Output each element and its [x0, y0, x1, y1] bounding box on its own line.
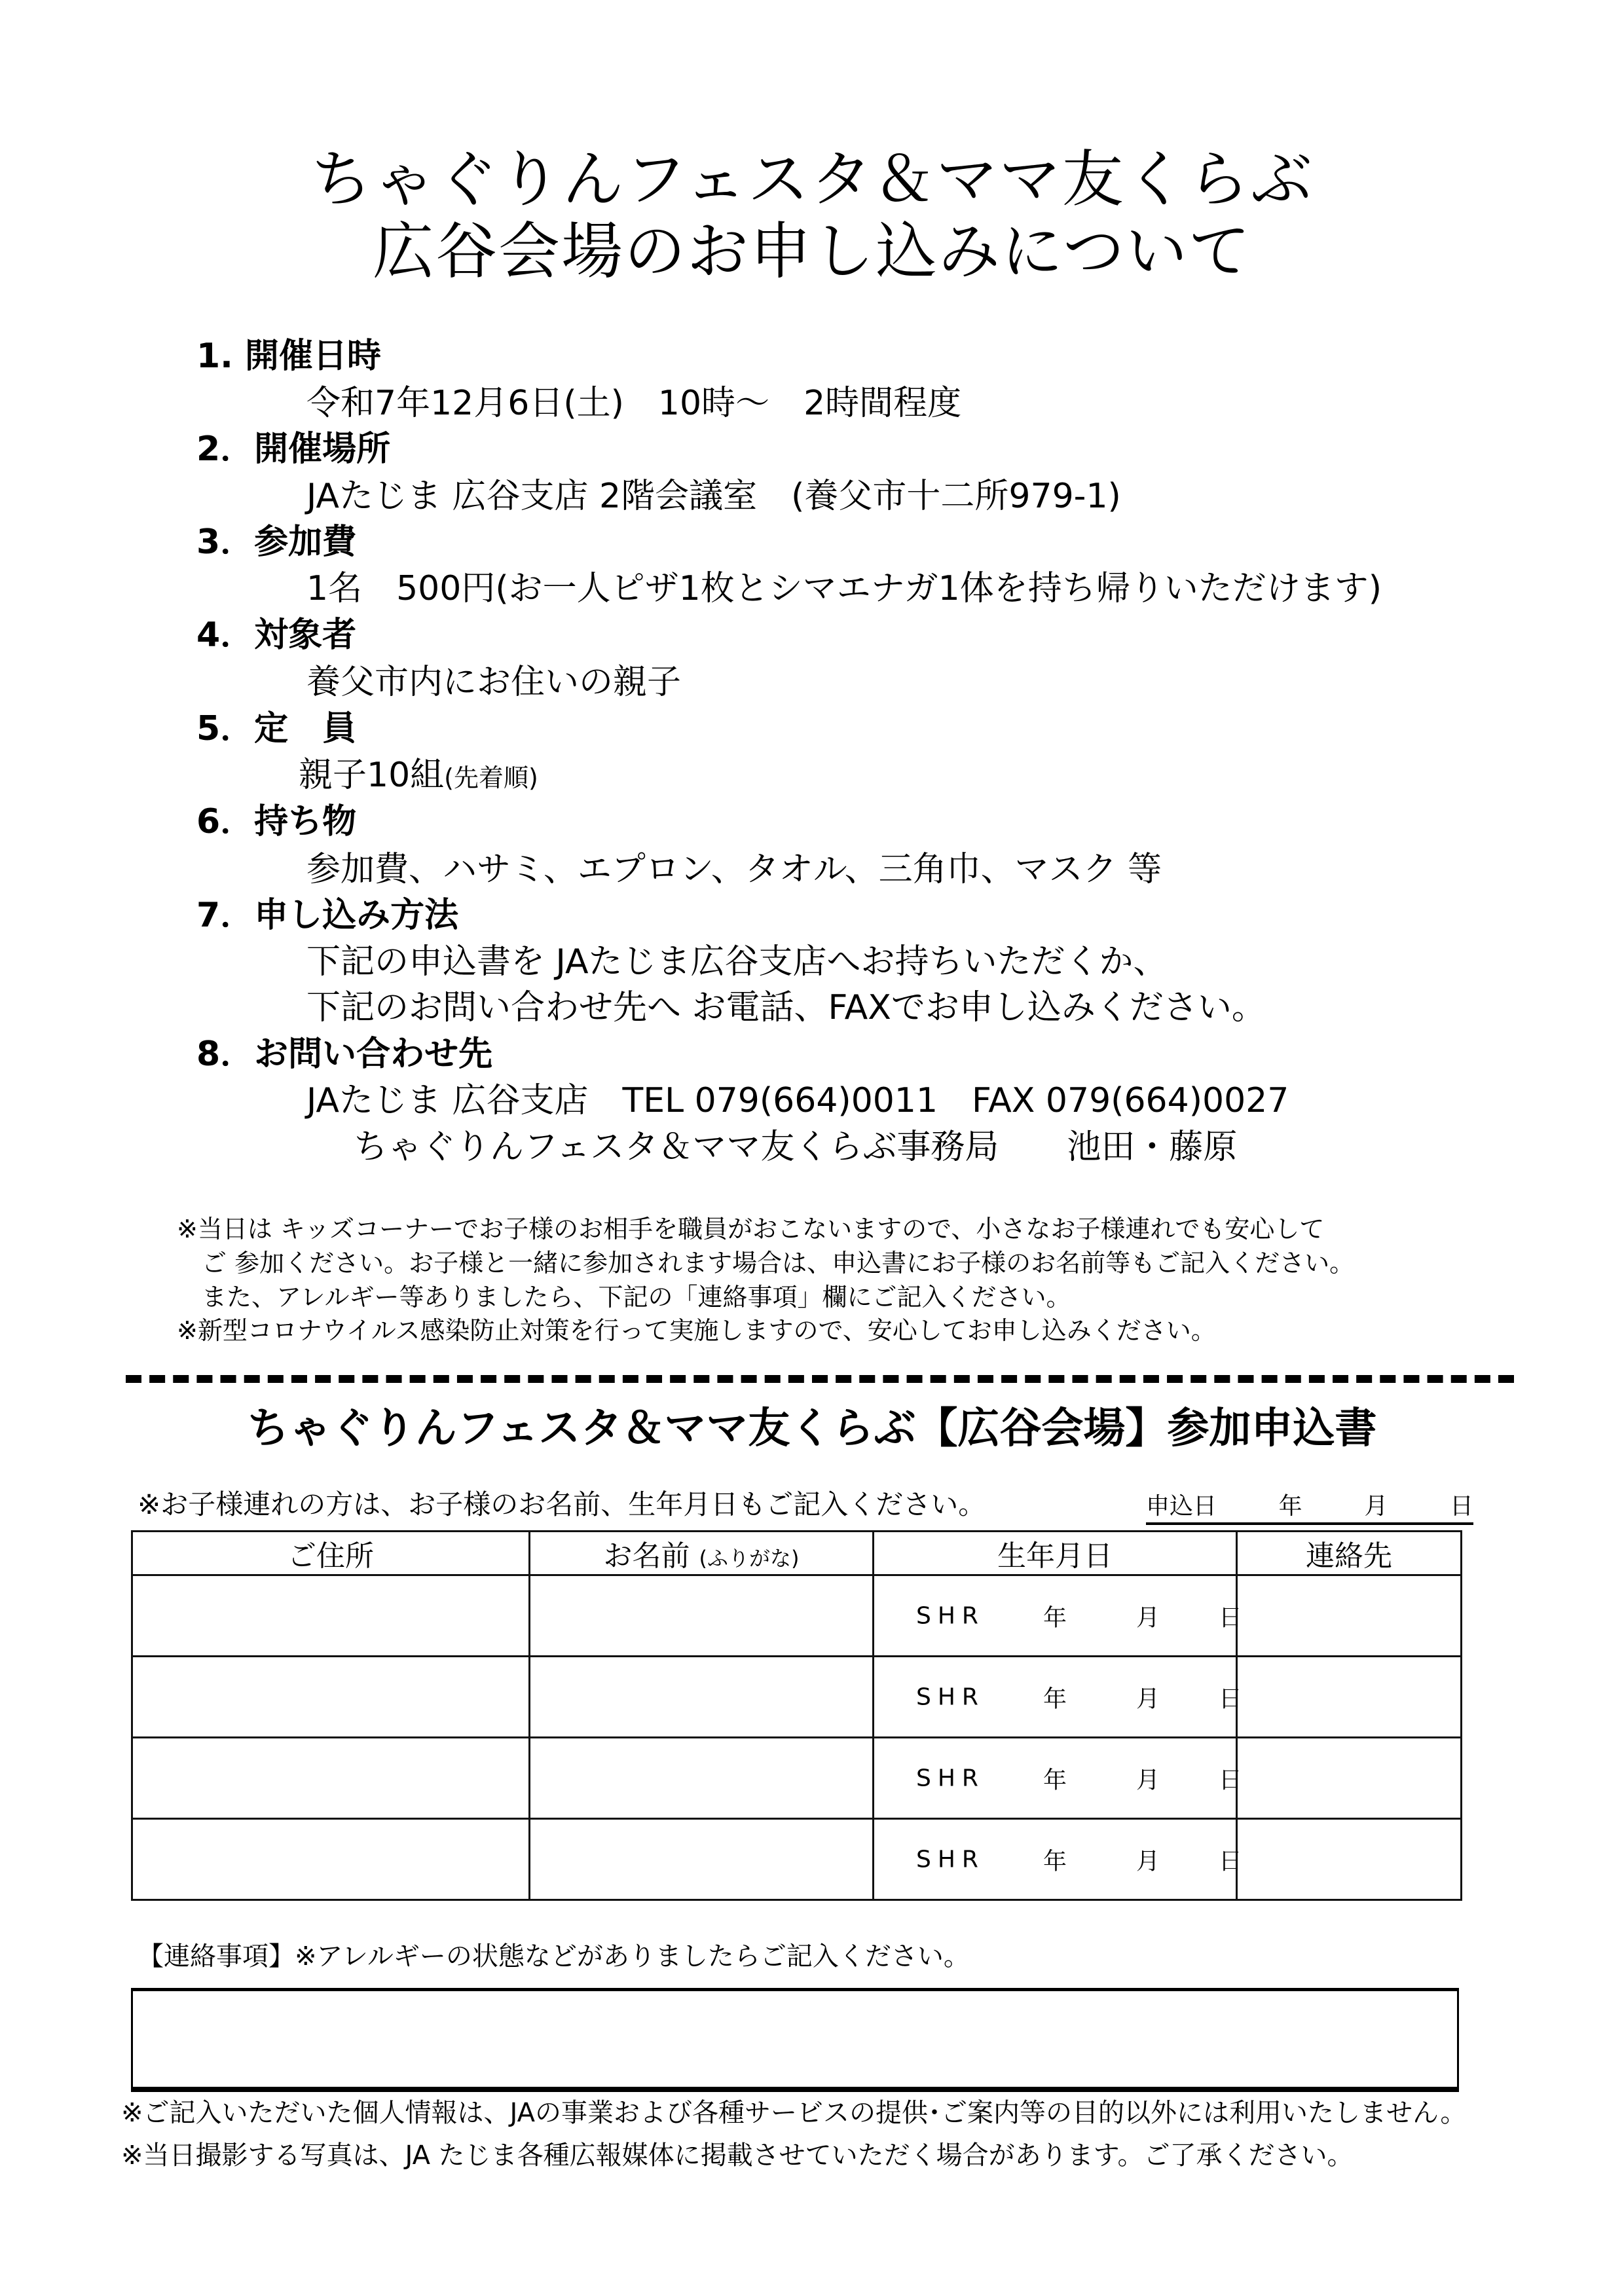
section-body-application-method-2: 下記のお問い合わせ先へ お電話、FAXでお申し込みください。: [306, 988, 1266, 1027]
name-cell[interactable]: [530, 1738, 874, 1819]
page-title-line-1: ちゃぐりんフェスタ＆ママ友くらぶ: [310, 144, 1314, 215]
contact-input[interactable]: [1238, 1820, 1460, 1899]
column-header-address: ご住所: [132, 1532, 530, 1575]
birth-month-label: 月: [1136, 1604, 1160, 1631]
table-row: [132, 1819, 1462, 1900]
note-kids-corner-cont: ご 参加ください。お子様と一緒に参加されます場合は、申込書にお子様のお名前等もご記入ください。: [202, 1249, 1355, 1277]
address-cell[interactable]: [132, 1575, 530, 1657]
section-heading-fee: 3．参加費: [196, 523, 357, 562]
birth-month-label: 月: [1136, 1767, 1160, 1793]
section-heading-application-method: 7．申し込み方法: [196, 896, 459, 935]
apply-date-day: 日: [1449, 1493, 1473, 1520]
name-cell[interactable]: [530, 1819, 874, 1900]
form-title: ちゃぐりんフェスタ＆ママ友くらぶ【広谷会場】参加申込書: [247, 1405, 1377, 1453]
section-heading-capacity: 5．定 員: [196, 709, 357, 748]
column-header-name-label: お名前: [603, 1539, 690, 1573]
address-input[interactable]: [133, 1657, 528, 1736]
birth-year-label: 年: [1043, 1604, 1067, 1631]
birth-era-label: SHR: [916, 1765, 985, 1791]
name-input[interactable]: [530, 1657, 872, 1736]
form-instruction: ※お子様連れの方は、お子様のお名前、生年月日もご記入ください。: [138, 1488, 986, 1520]
birth-month-label: 月: [1136, 1685, 1160, 1712]
address-input[interactable]: [133, 1820, 528, 1899]
section-body-fee: 1名 500円(お一人ピザ1枚とシマエナガ1体を持ち帰りいただけます): [306, 569, 1382, 608]
birthdate-cell[interactable]: [874, 1575, 1243, 1657]
column-header-birthdate: 生年月日: [874, 1532, 1237, 1575]
name-cell[interactable]: [530, 1657, 874, 1738]
birth-month-label: 月: [1136, 1848, 1160, 1875]
section-body-belongings: 参加費、ハサミ、エプロン、タオル、三角巾、マスク 等: [306, 850, 1162, 889]
apply-date-label: 申込日: [1146, 1493, 1217, 1520]
birthdate-cell[interactable]: [874, 1819, 1243, 1900]
table-header-row: [132, 1532, 1462, 1575]
birth-day-label: 日: [1219, 1604, 1243, 1631]
birth-era-label: SHR: [916, 1846, 985, 1873]
table-row: [132, 1575, 1462, 1657]
address-cell[interactable]: [132, 1819, 530, 1900]
birth-day-label: 日: [1219, 1685, 1243, 1712]
name-input[interactable]: [530, 1576, 872, 1655]
section-body-target: 養父市内にお住いの親子: [306, 663, 682, 702]
address-cell[interactable]: [132, 1657, 530, 1738]
name-input[interactable]: [530, 1820, 872, 1899]
section-heading-contact: 8．お問い合わせ先: [196, 1035, 493, 1074]
table-row: [132, 1657, 1462, 1738]
birth-year-label: 年: [1043, 1848, 1067, 1875]
capacity-value: 親子10組: [299, 756, 445, 795]
note-allergy: また、アレルギー等ありましたら、下記の「連絡事項」欄にご記入ください。: [202, 1283, 1071, 1312]
contact-notes-label: 【連絡事項】※アレルギーの状態などがありましたらご記入ください。: [138, 1941, 970, 1972]
address-input[interactable]: [133, 1738, 528, 1818]
photo-note: ※当日撮影する写真は、JA たじま各種広報媒体に掲載させていただく場合があります。ご了承ください。: [121, 2140, 1354, 2171]
section-body-contact-office: ちゃぐりんフェスタ＆ママ友くらぶ事務局 池田・藤原: [354, 1128, 1238, 1167]
contact-cell[interactable]: [1237, 1575, 1462, 1657]
section-heading-date: 1. 開催日時: [196, 337, 382, 376]
column-header-name-furigana: (ふりがな): [699, 1546, 800, 1571]
contact-input[interactable]: [1238, 1657, 1460, 1736]
capacity-note: (先着順): [444, 763, 538, 792]
birthdate-cell[interactable]: [874, 1657, 1243, 1738]
address-cell[interactable]: [132, 1738, 530, 1819]
section-body-venue: JAたじま 広谷支店 2階会議室 (養父市十二所979-1): [306, 477, 1121, 516]
birth-year-label: 年: [1043, 1767, 1067, 1793]
apply-date-field[interactable]: [1146, 1495, 1473, 1525]
contact-cell[interactable]: [1237, 1738, 1462, 1819]
section-body-contact-phone: JAたじま 広谷支店 TEL 079(664)0011 FAX 079(664)0027: [306, 1081, 1289, 1120]
contact-input[interactable]: [1238, 1576, 1460, 1655]
birth-era-label: SHR: [916, 1602, 985, 1629]
contact-cell[interactable]: [1237, 1819, 1462, 1900]
contact-input[interactable]: [1238, 1738, 1460, 1818]
birth-year-label: 年: [1043, 1685, 1067, 1712]
apply-date-year: 年: [1278, 1493, 1302, 1520]
birthdate-cell[interactable]: [874, 1738, 1243, 1819]
address-input[interactable]: [133, 1576, 528, 1655]
section-heading-target: 4．対象者: [196, 615, 357, 655]
section-heading-venue: 2．開催場所: [196, 430, 391, 469]
name-cell[interactable]: [530, 1575, 874, 1657]
section-body-date: 令和7年12月6日(土) 10時～ 2時間程度: [306, 384, 962, 423]
table-row: [132, 1738, 1462, 1819]
note-covid: ※新型コロナウイルス感染防止対策を行って実施しますので、安心してお申し込みください。: [177, 1316, 1216, 1345]
application-table: [131, 1530, 1462, 1901]
page-title-line-2: 広谷会場のお申し込みについて: [372, 216, 1252, 287]
birth-era-label: SHR: [916, 1683, 985, 1710]
section-body-application-method-1: 下記の申込書を JAたじま広谷支店へお持ちいただくか、: [306, 942, 1168, 982]
privacy-note: ※ご記入いただいた個人情報は、JAの事業および各種サービスの提供･ご案内等の目的以外には利用いたしません。: [121, 2098, 1467, 2128]
section-heading-belongings: 6．持ち物: [196, 802, 357, 841]
column-header-name: [530, 1532, 874, 1575]
cut-line-divider: [126, 1375, 1514, 1383]
birth-day-label: 日: [1219, 1848, 1243, 1875]
name-input[interactable]: [530, 1738, 872, 1818]
note-kids-corner: ※当日は キッズコーナーでお子様のお相手を職員がおこないますので、小さなお子様連れでも安心して: [177, 1215, 1325, 1243]
birth-day-label: 日: [1219, 1767, 1243, 1793]
contact-cell[interactable]: [1237, 1657, 1462, 1738]
apply-date-month: 月: [1364, 1493, 1388, 1520]
section-body-capacity: [299, 756, 538, 795]
column-header-contact: 連絡先: [1237, 1532, 1462, 1575]
contact-notes-field[interactable]: [131, 1988, 1459, 2092]
